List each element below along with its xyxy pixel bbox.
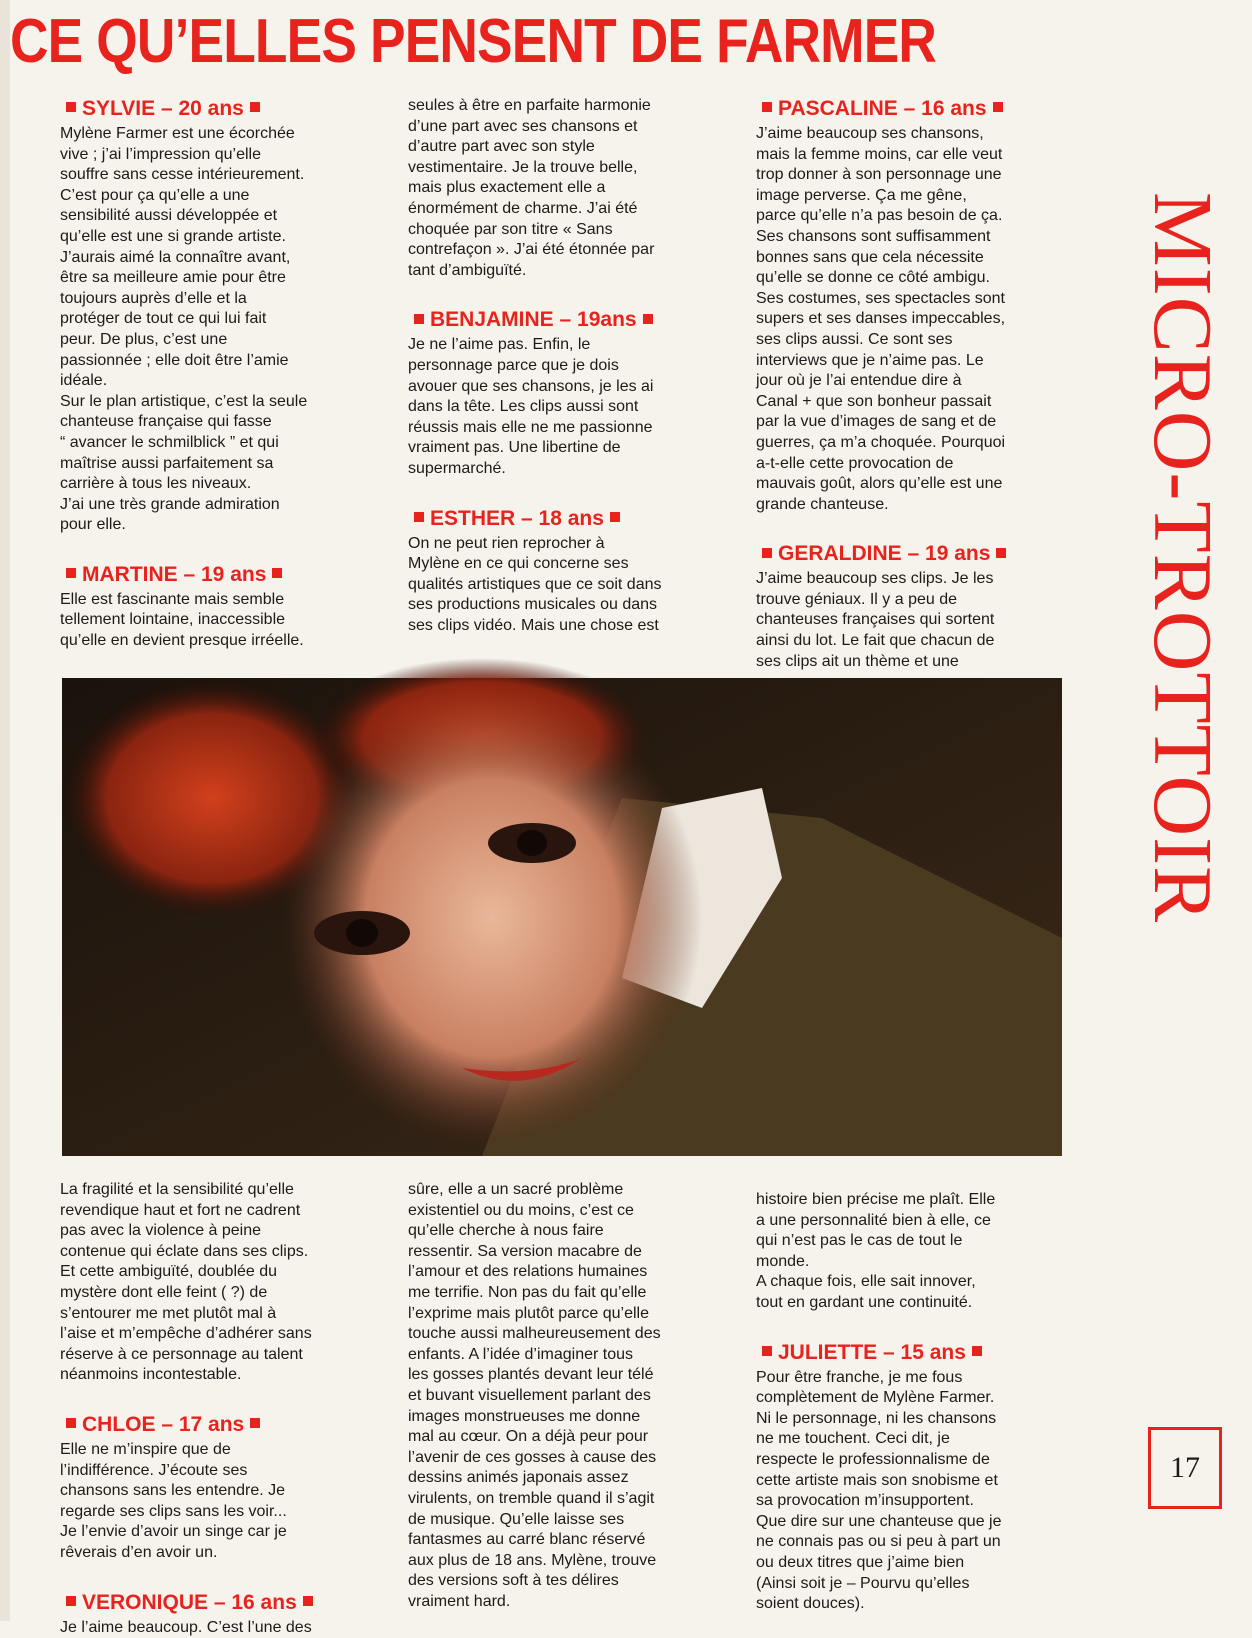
text-line: Je l’aime beaucoup. C’est l’une des <box>60 1618 370 1638</box>
text-line: “ avancer le schmilblick ” et qui <box>60 433 370 454</box>
text-line: A chaque fois, elle sait innover, <box>756 1272 1066 1293</box>
bottom-column-3 <box>756 1190 1066 1615</box>
text-line: C’est pour ça qu’elle a une <box>60 186 370 207</box>
respondent-heading <box>756 541 1066 567</box>
side-title: MICRO-TROTTOIR <box>1142 192 1222 923</box>
bullet-square-icon <box>66 1596 76 1606</box>
text-line: l’aise et m’empêche d’adhérer sans <box>60 1324 370 1345</box>
section-gap <box>408 480 718 506</box>
text-line: avouer que ses chansons, je les ai <box>408 377 718 398</box>
text-line: mal au cœur. On a déjà peur pour <box>408 1427 718 1448</box>
text-line: touche aussi malheureusement des <box>408 1324 718 1345</box>
text-line: réserve à ce personnage au talent <box>60 1345 370 1366</box>
text-line: Mylène Farmer est une écorchée <box>60 124 370 145</box>
text-line: existentiel ou du moins, c’est ce <box>408 1201 718 1222</box>
text-line: soient douces). <box>756 1594 1066 1615</box>
text-line: bonnes sans que cela nécessite <box>756 248 1066 269</box>
bullet-square-icon <box>414 512 424 522</box>
text-line: contenue qui éclate dans ses clips. <box>60 1242 370 1263</box>
respondent-name: JULIETTE – 15 ans <box>778 1341 966 1364</box>
top-column-1 <box>60 96 370 652</box>
page-edge <box>0 0 10 1621</box>
text-line: l’avenir de ces gosses à cause des <box>408 1448 718 1469</box>
text-line: de musique. Qu’elle laisse ses <box>408 1510 718 1531</box>
text-line: pas avec la violence à peine <box>60 1221 370 1242</box>
section-gap <box>756 515 1066 541</box>
text-line: Ses chansons sont suffisamment <box>756 227 1066 248</box>
text-line: respecte le professionnalisme de <box>756 1450 1066 1471</box>
bottom-column-1 <box>60 1180 370 1638</box>
text-line: ou deux titres que j’aime bien <box>756 1553 1066 1574</box>
bullet-square-icon <box>303 1596 313 1606</box>
text-line: Canal + que son bonheur passait <box>756 392 1066 413</box>
text-line: contrefaçon ». J’ai été étonnée par <box>408 240 718 261</box>
text-line: revendique haut et fort ne cadrent <box>60 1201 370 1222</box>
section-gap <box>60 536 370 562</box>
text-line: La fragilité et la sensibilité qu’elle <box>60 1180 370 1201</box>
text-line: personnage parce que je dois <box>408 356 718 377</box>
text-line: l’exprime mais plutôt parce qu’elle <box>408 1304 718 1325</box>
text-line: choquée par son titre « Sans <box>408 220 718 241</box>
text-line: trouve géniaux. Il y a peu de <box>756 590 1066 611</box>
text-line: souffre sans cesse intérieurement. <box>60 165 370 186</box>
respondent-name: BENJAMINE – 19ans <box>430 308 637 331</box>
respondent-heading <box>408 307 718 333</box>
text-line: interviews que je n’aime pas. Le <box>756 351 1066 372</box>
respondent-heading <box>60 1590 370 1616</box>
text-line: Que dire sur une chanteuse que je <box>756 1512 1066 1533</box>
text-line: qui n’est pas le cas de tout le <box>756 1231 1066 1252</box>
bullet-square-icon <box>250 102 260 112</box>
text-line: J’ai une très grande admiration <box>60 495 370 516</box>
text-line: chanteuses françaises qui sortent <box>756 610 1066 631</box>
respondent-name: MARTINE – 19 ans <box>82 563 266 586</box>
text-line: et buvant visuellement parlant des <box>408 1386 718 1407</box>
bullet-square-icon <box>762 1346 772 1356</box>
bullet-square-icon <box>66 1418 76 1428</box>
section-gap <box>756 1314 1066 1340</box>
text-line: images monstrueuses me donne <box>408 1407 718 1428</box>
respondent-name: VERONIQUE – 16 ans <box>82 1591 297 1614</box>
respondent-name: SYLVIE – 20 ans <box>82 97 244 120</box>
text-line: Ses costumes, ses spectacles sont <box>756 289 1066 310</box>
text-line: sa provocation m’insupportent. <box>756 1491 1066 1512</box>
text-line: néanmoins incontestable. <box>60 1365 370 1386</box>
text-line: vive ; j’ai l’impression qu’elle <box>60 145 370 166</box>
text-line: tant d’ambiguïté. <box>408 261 718 282</box>
bullet-square-icon <box>993 102 1003 112</box>
text-line: ne me touchent. Ceci dit, je <box>756 1429 1066 1450</box>
text-line: aux plus de 18 ans. Mylène, trouve <box>408 1551 718 1572</box>
text-line: Ni le personnage, ni les chansons <box>756 1409 1066 1430</box>
text-line: protéger de tout ce qui lui fait <box>60 309 370 330</box>
top-column-3 <box>756 96 1066 672</box>
text-line: Je ne l’aime pas. Enfin, le <box>408 335 718 356</box>
bullet-square-icon <box>762 548 772 558</box>
text-line: grande chanteuse. <box>756 495 1066 516</box>
text-line: ses clips ait un thème et une <box>756 652 1066 673</box>
text-line: par la vue d’images de sang et de <box>756 412 1066 433</box>
text-line: fantasmes au carré blanc réservé <box>408 1530 718 1551</box>
text-line: sûre, elle a un sacré problème <box>408 1180 718 1201</box>
bottom-column-2 <box>408 1180 718 1612</box>
text-line: Pour être franche, je me fous <box>756 1368 1066 1389</box>
text-line: l’indifférence. J’écoute ses <box>60 1461 370 1482</box>
text-line: vraiment pas. Une libertine de <box>408 438 718 459</box>
text-line: pour elle. <box>60 515 370 536</box>
text-line: jour où je l’ai entendue dire à <box>756 371 1066 392</box>
text-line: s’entourer me met plutôt mal à <box>60 1304 370 1325</box>
side-banner <box>1142 192 1222 1382</box>
respondent-name: CHLOE – 17 ans <box>82 1413 244 1436</box>
text-line: mauvais goût, alors qu’elle est une <box>756 474 1066 495</box>
text-line: rêverais d’en avoir un. <box>60 1543 370 1564</box>
text-line: mais la femme moins, car elle veut <box>756 145 1066 166</box>
text-line: ressentir. Sa version macabre de <box>408 1242 718 1263</box>
text-line: monde. <box>756 1252 1066 1273</box>
text-line: cette artiste mais son snobisme et <box>756 1471 1066 1492</box>
text-line: Et cette ambiguïté, doublée du <box>60 1262 370 1283</box>
text-line: sensibilité aussi développée et <box>60 206 370 227</box>
text-line: d’autre part avec son style <box>408 137 718 158</box>
text-line: l’amour et des relations humaines <box>408 1262 718 1283</box>
page-number-box <box>1148 1427 1222 1509</box>
bullet-square-icon <box>643 314 653 324</box>
bullet-square-icon <box>996 548 1006 558</box>
text-line: réussis mais elle ne me passionne <box>408 418 718 439</box>
text-line: idéale. <box>60 371 370 392</box>
text-line: chanteuse française qui fasse <box>60 412 370 433</box>
text-line: qu’elle est une si grande artiste. <box>60 227 370 248</box>
section-gap <box>60 1564 370 1590</box>
text-line: complètement de Mylène Farmer. <box>756 1388 1066 1409</box>
text-line: supers et ses danses impeccables, <box>756 309 1066 330</box>
text-line: tellement lointaine, inaccessible <box>60 610 370 631</box>
text-line: vestimentaire. Je la trouve belle, <box>408 158 718 179</box>
text-line: On ne peut rien reprocher à <box>408 534 718 555</box>
text-line: J’aime beaucoup ses clips. Je les <box>756 569 1066 590</box>
page-title: CE QU’ELLES PENSENT DE FARMER <box>10 2 965 82</box>
page-number: 17 <box>1170 1451 1200 1485</box>
bullet-square-icon <box>250 1418 260 1428</box>
text-line: maîtrise aussi parfaitement sa <box>60 454 370 475</box>
bullet-square-icon <box>272 568 282 578</box>
respondent-name: GERALDINE – 19 ans <box>778 542 990 565</box>
bullet-square-icon <box>414 314 424 324</box>
top-column-2 <box>408 96 718 636</box>
bullet-square-icon <box>66 102 76 112</box>
respondent-name: ESTHER – 18 ans <box>430 507 604 530</box>
text-line: qualités artistiques que ce soit dans <box>408 575 718 596</box>
text-line: qu’elle cherche à nous faire <box>408 1221 718 1242</box>
text-line: dessins animés japonais assez <box>408 1468 718 1489</box>
text-line: histoire bien précise me plaît. Elle <box>756 1190 1066 1211</box>
text-line: carrière à tous les niveaux. <box>60 474 370 495</box>
text-line: passionnée ; elle doit être l’amie <box>60 351 370 372</box>
text-line: qu’elle en devient presque irréelle. <box>60 631 370 652</box>
text-line: mystère dont elle feint ( ?) de <box>60 1283 370 1304</box>
text-line: J’aurais aimé la connaître avant, <box>60 248 370 269</box>
text-line: Elle ne m’inspire que de <box>60 1440 370 1461</box>
text-line: être sa meilleure amie pour être <box>60 268 370 289</box>
text-line: Mylène en ce qui concerne ses <box>408 554 718 575</box>
text-line: toujours auprès d’elle et la <box>60 289 370 310</box>
section-gap <box>408 281 718 307</box>
text-line: Elle est fascinante mais semble <box>60 590 370 611</box>
respondent-heading <box>60 1412 370 1438</box>
text-line: (Ainsi soit je – Pourvu qu’elles <box>756 1574 1066 1595</box>
text-line: ne connais pas ou si peu à part un <box>756 1532 1066 1553</box>
bullet-square-icon <box>66 568 76 578</box>
text-line: Sur le plan artistique, c’est la seule <box>60 392 370 413</box>
text-line: ainsi du lot. Le fait que chacun de <box>756 631 1066 652</box>
text-line: J’aime beaucoup ses chansons, <box>756 124 1066 145</box>
text-line: d’une part avec ses chansons et <box>408 117 718 138</box>
section-gap <box>60 1386 370 1412</box>
text-line: enfants. A l’idée d’imaginer tous <box>408 1345 718 1366</box>
text-line: parce qu’elle n’a pas besoin de ça. <box>756 206 1066 227</box>
text-line: trop donner à son personnage une <box>756 165 1066 186</box>
respondent-heading <box>408 506 718 532</box>
portrait-photo <box>62 678 1062 1156</box>
bullet-square-icon <box>610 512 620 522</box>
text-line: vraiment hard. <box>408 1592 718 1613</box>
respondent-heading <box>756 1340 1066 1366</box>
bullet-square-icon <box>762 102 772 112</box>
text-line: ses clips vidéo. Mais une chose est <box>408 616 718 637</box>
bullet-square-icon <box>972 1346 982 1356</box>
text-line: dans la tête. Les clips aussi sont <box>408 397 718 418</box>
text-line: les gosses plantés devant leur télé <box>408 1365 718 1386</box>
text-line: ses clips aussi. Ce sont ses <box>756 330 1066 351</box>
text-line: virulents, on tremble quand il s’agit <box>408 1489 718 1510</box>
text-line: mais plus exactement elle a <box>408 178 718 199</box>
respondent-heading <box>60 562 370 588</box>
text-line: des versions soft à tes délires <box>408 1571 718 1592</box>
text-line: supermarché. <box>408 459 718 480</box>
text-line: regarde ses clips sans les voir... <box>60 1502 370 1523</box>
text-line: seules à être en parfaite harmonie <box>408 96 718 117</box>
text-line: a une personnalité bien à elle, ce <box>756 1211 1066 1232</box>
text-line: Je l’envie d’avoir un singe car je <box>60 1522 370 1543</box>
text-line: image perverse. Ça me gêne, <box>756 186 1066 207</box>
text-line: a-t-elle cette provocation de <box>756 454 1066 475</box>
text-line: qu’elle se donne ce côté ambigu. <box>756 268 1066 289</box>
text-line: guerres, ça m’a choquée. Pourquoi <box>756 433 1066 454</box>
respondent-name: PASCALINE – 16 ans <box>778 97 987 120</box>
text-line: me terrifie. Non pas du fait qu’elle <box>408 1283 718 1304</box>
text-line: peur. De plus, c’est une <box>60 330 370 351</box>
text-line: chansons sans les entendre. Je <box>60 1481 370 1502</box>
text-line: énormément de charme. J’ai été <box>408 199 718 220</box>
respondent-heading <box>756 96 1066 122</box>
text-line: tout en gardant une continuité. <box>756 1293 1066 1314</box>
text-line: ses productions musicales ou dans <box>408 595 718 616</box>
respondent-heading <box>60 96 370 122</box>
